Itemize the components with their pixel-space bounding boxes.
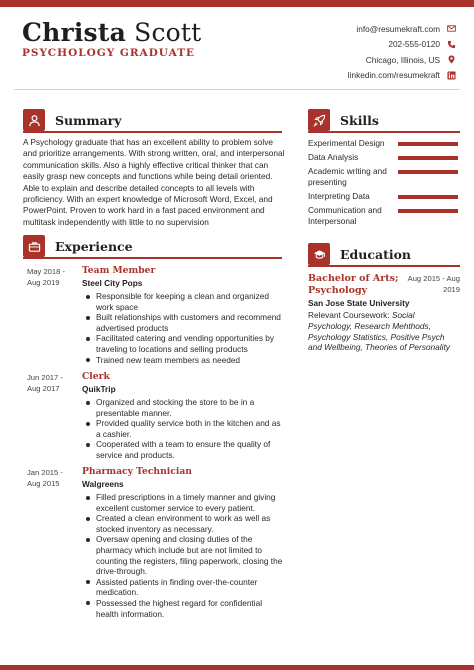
- job-bullet: Possessed the highest regard for confidential health information.: [84, 598, 284, 619]
- last-name: Scott: [134, 18, 202, 47]
- skill-item: [308, 205, 458, 227]
- job-bullets: [84, 397, 284, 461]
- job-title: Pharmacy Technician: [82, 466, 192, 477]
- skill-item: [308, 166, 458, 188]
- summary-rule: [23, 131, 282, 133]
- job-bullet: Facilitated catering and vending opportunities by traveling to locations and selling products: [84, 333, 284, 354]
- job-company: QuikTrip: [82, 384, 116, 394]
- contact-email-value[interactable]: info@resumekraft.com: [356, 23, 440, 34]
- job-dates: Jun 2017 - Aug 2017: [27, 373, 63, 393]
- candidate-name: [22, 18, 201, 47]
- education-heading: [308, 243, 411, 265]
- job-company: Walgreens: [82, 479, 124, 489]
- skill-name: Data Analysis: [308, 152, 359, 162]
- job-bullet: Provided quality service both in the kitchen and as a cashier.: [84, 418, 284, 439]
- coursework-list: Social Psychology, Research Mehthods, Psychology Statistics, Positive Psych and Wellbeing, Theories of Personality: [308, 310, 450, 353]
- skill-item: [308, 152, 458, 163]
- job-company: Steel City Pops: [82, 278, 143, 288]
- job-bullets: [84, 492, 284, 619]
- contact-phone-value[interactable]: 202-555-0120: [388, 39, 440, 50]
- job-bullet: Responsible for keeping a clean and organized work space: [84, 291, 284, 312]
- school-name: San Jose State University: [308, 298, 410, 308]
- coursework: [308, 310, 460, 353]
- contact-linkedin-value[interactable]: linkedin.com/resumekraft: [347, 70, 440, 81]
- job-bullets: [84, 291, 284, 365]
- skill-level-bar: [398, 142, 458, 146]
- skills-rule: [308, 131, 460, 133]
- contact-location: [286, 52, 456, 68]
- job-title: Team Member: [82, 265, 156, 276]
- skill-item: [308, 191, 458, 202]
- skills-list: [308, 138, 458, 227]
- job-bullet: Assisted patients in finding over-the-counter medication.: [84, 577, 284, 598]
- degree-dates: Aug 2015 - Aug 2019: [407, 274, 460, 294]
- job-subtitle: PSYCHOLOGY GRADUATE: [22, 47, 196, 59]
- skill-name: Academic writing and presenting: [308, 166, 387, 187]
- skill-name: Communication and Interpersonal: [308, 205, 382, 226]
- skill-item: [308, 138, 458, 149]
- top-accent-bar: [0, 0, 474, 7]
- skills-title: Skills: [340, 112, 379, 128]
- skill-level-bar: [398, 209, 458, 213]
- experience-heading: [23, 235, 133, 257]
- education-title: Education: [340, 246, 412, 262]
- first-name: Christa: [22, 18, 126, 47]
- graduation-cap-icon: [308, 243, 330, 265]
- job-dates: Jan 2015 - Aug 2015: [27, 468, 63, 488]
- contact-email[interactable]: [286, 21, 456, 37]
- skill-name: Experimental Design: [308, 138, 385, 148]
- experience-rule: [23, 257, 282, 259]
- skill-level-bar: [398, 170, 458, 174]
- phone-icon: [446, 39, 456, 49]
- linkedin-icon: [446, 70, 456, 80]
- job-bullet: Cooperated with a team to ensure the quality of service and products.: [84, 439, 284, 460]
- job-dates: May 2018 - Aug 2019: [27, 267, 65, 287]
- job-bullet: Organized and stocking the store to be in a presentable manner.: [84, 397, 284, 418]
- contact-location-value: Chicago, Illinois, US: [365, 54, 440, 65]
- job-bullet: Created a clean environment to work as well as stocked inventory as necessary.: [84, 513, 284, 534]
- contact-linkedin[interactable]: [286, 68, 456, 84]
- header-divider: [14, 89, 460, 90]
- job-title: Clerk: [82, 371, 110, 382]
- email-icon: [446, 24, 456, 34]
- coursework-label: Relevant Coursework:: [308, 310, 392, 320]
- location-icon: [446, 55, 456, 65]
- skill-name: Interpreting Data: [308, 191, 370, 201]
- contact-list: [286, 21, 456, 83]
- bottom-accent-bar: [0, 665, 474, 670]
- person-icon: [23, 109, 45, 131]
- skill-level-bar: [398, 195, 458, 199]
- job-bullet: Filled prescriptions in a timely manner and giving excellent customer service to every patient.: [84, 492, 284, 513]
- job-bullet: Trained new team members as needed: [84, 355, 284, 366]
- summary-text: A Psychology graduate that has an excellent ability to problem solve and prioritize arrangements. With strong written, oral, and interpersonal communication skills. Also a highly effective critical thinker that can easily grasp new concepts and functions while being detail oriented. Able to explain and describe detailed concepts to all levels with proficiency. With an expert knowledge of Microsoft Word, Excel, and PowerPoint. Proven to work hard in a fast paced environment and multitask independently with little to no supervision: [23, 137, 285, 227]
- degree-title: Bachelor of Arts; Psychology: [308, 273, 399, 296]
- job-bullet: Oversaw opening and closing duties of the pharmacy which include but are not limited to counting the registers, filing paperwork, closing the drive-through.: [84, 534, 284, 576]
- summary-title: Summary: [55, 112, 122, 128]
- education-rule: [308, 265, 460, 267]
- skills-heading: [308, 109, 379, 131]
- rocket-icon: [308, 109, 330, 131]
- contact-phone[interactable]: [286, 37, 456, 53]
- skill-level-bar: [398, 156, 458, 160]
- summary-heading: [23, 109, 122, 131]
- experience-title: Experience: [55, 238, 133, 254]
- briefcase-icon: [23, 235, 45, 257]
- job-bullet: Built relationships with customers and recommend advertised products: [84, 312, 284, 333]
